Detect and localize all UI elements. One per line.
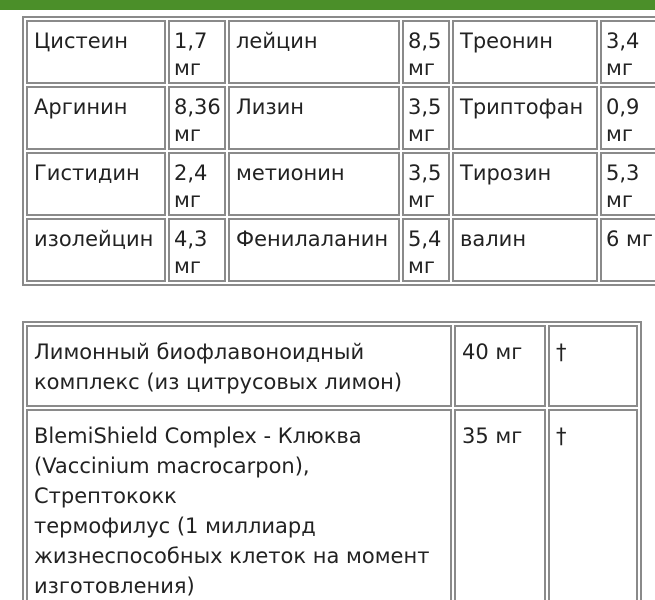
amino-acid-table bbox=[22, 16, 655, 286]
amino-name-cell: Лизин bbox=[228, 86, 400, 150]
table-row bbox=[26, 325, 638, 407]
amino-value-cell: 8,5 мг bbox=[402, 20, 450, 84]
ingredient-amount-cell: 35 мг bbox=[454, 409, 546, 600]
amino-value-cell: 3,4 мг bbox=[600, 20, 655, 84]
table-row bbox=[26, 218, 655, 282]
ingredients-table-wrapper bbox=[22, 321, 642, 600]
amino-name-cell: Треонин bbox=[452, 20, 598, 84]
amino-name-cell: метионин bbox=[228, 152, 400, 216]
table-row bbox=[26, 86, 655, 150]
ingredient-name-cell: Лимонный биофлавоноидный комплекс (из цитрусовых лимон) bbox=[26, 325, 452, 407]
table-row bbox=[26, 409, 638, 600]
amino-name-cell: Тирозин bbox=[452, 152, 598, 216]
daily-value-dagger: † bbox=[548, 409, 638, 600]
amino-value-cell: 4,3 мг bbox=[168, 218, 226, 282]
amino-value-cell: 5,3 мг bbox=[600, 152, 655, 216]
amino-value-cell: 1,7 мг bbox=[168, 20, 226, 84]
top-bar bbox=[0, 0, 655, 10]
amino-name-cell: Гистидин bbox=[26, 152, 166, 216]
amino-value-cell: 0,9 мг bbox=[600, 86, 655, 150]
table-row bbox=[26, 20, 655, 84]
amino-value-cell: 5,4 мг bbox=[402, 218, 450, 282]
ingredient-amount-cell: 40 мг bbox=[454, 325, 546, 407]
amino-name-cell: Цистеин bbox=[26, 20, 166, 84]
amino-name-cell: лейцин bbox=[228, 20, 400, 84]
amino-name-cell: валин bbox=[452, 218, 598, 282]
amino-name-cell: Фенилаланин bbox=[228, 218, 400, 282]
amino-name-cell: Триптофан bbox=[452, 86, 598, 150]
amino-value-cell: 8,36 мг bbox=[168, 86, 226, 150]
ingredients-table bbox=[22, 321, 642, 600]
amino-value-cell: 3,5 мг bbox=[402, 86, 450, 150]
amino-value-cell: 3,5 мг bbox=[402, 152, 450, 216]
amino-value-cell: 6 мг bbox=[600, 218, 655, 282]
daily-value-dagger: † bbox=[548, 325, 638, 407]
ingredient-name-cell: BlemiShield Complex - Клюква (Vaccinium macrocarpon), Стрептококк термофилус (1 миллиард жизнеспособных клеток на момент изготовления) bbox=[26, 409, 452, 600]
amino-acid-table-wrapper bbox=[22, 16, 655, 286]
table-row bbox=[26, 152, 655, 216]
amino-name-cell: изолейцин bbox=[26, 218, 166, 282]
amino-name-cell: Аргинин bbox=[26, 86, 166, 150]
amino-value-cell: 2,4 мг bbox=[168, 152, 226, 216]
